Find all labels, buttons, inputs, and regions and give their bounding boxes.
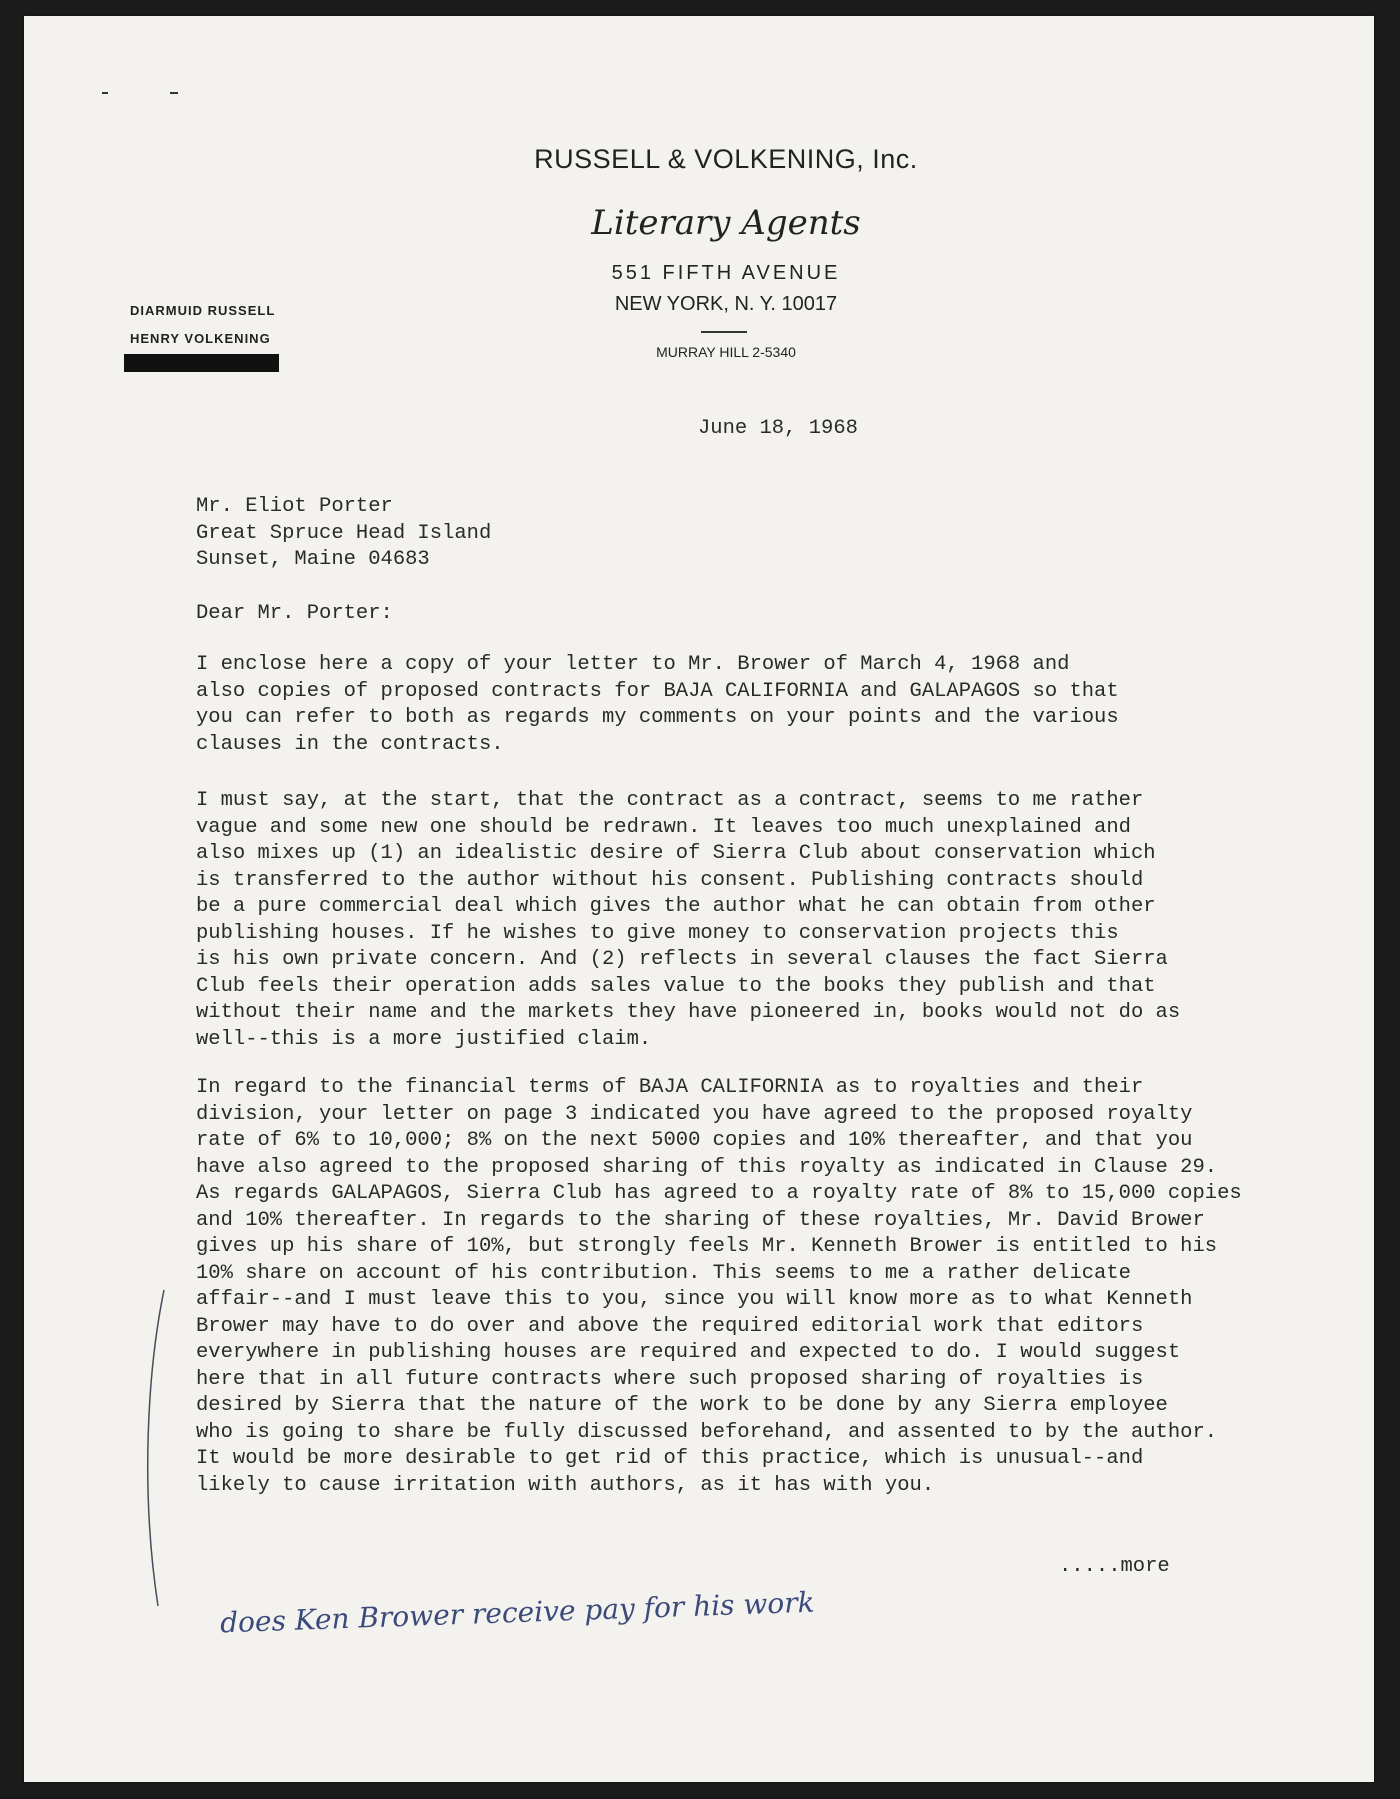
body-paragraph: I must say, at the start, that the contract as a contract, seems to me rather vague and some new one should be redrawn. It leaves too much unexplained and also mixes up (1) an idealistic desire of Sierra Club about conservation which is transferred to the author without his consent. Publishing contracts should be a pure commercial deal which gives the author what he can obtain from other publishing houses. If he wishes to give money to conservation projects this is his own private concern. And (2) reflects in several clauses the fact Sierra Club feels their operation adds sales value to the books they publish and that without their name and the markets they have pioneered in, books would not do as well--this is a more justified claim. bbox=[196, 789, 1181, 1051]
handwritten-note: does Ken Brower receive pay for his work bbox=[219, 1585, 816, 1640]
body-paragraph: In regard to the financial terms of BAJA CALIFORNIA as to royalties and their division, your letter on page 3 indicated you have agreed to the proposed royalty rate of 6% to 10,000; 8% on the next 5000 copies and 10% thereafter, and that you have also agreed to the proposed sharing of this royalty as indicated in Clause 29. As regards GALAPAGOS, Sierra Club has agreed to a royalty rate of 8% to 15,000 copies and 10% thereafter. In regards to the sharing of these royalties, Mr. David Brower gives up his share of 10%, but strongly feels Mr. Kenneth Brower is entitled to his 10% share on account of his contribution. This seems to me a rather delicate affair--and I must leave this to you, since you will know more as to what Kenneth Brower may have to do over and above the required editorial work that editors everywhere in publishing houses are required and expected to do. I would suggest here that in all future contracts where such proposed sharing of royalties is desired by Sierra that the nature of the work to be done by any Sierra employee who is going to share be fully discussed beforehand, and assented to by the author. It would be more desirable to get rid of this practice, which is unusual--and likely to cause irritation with authors, as it has with you. bbox=[196, 1076, 1242, 1497]
letter-page bbox=[24, 16, 1374, 1782]
redaction-bar bbox=[124, 354, 279, 372]
letterhead-divider bbox=[701, 331, 747, 333]
recipient-address: Mr. Eliot Porter Great Spruce Head Island Sunset, Maine 04683 bbox=[196, 495, 492, 571]
letterhead-address-line1: 551 FIFTH AVENUE bbox=[611, 262, 841, 284]
continuation-marker: .....more bbox=[1059, 1555, 1170, 1578]
letterhead-firm-name: RUSSELL & VOLKENING, Inc. bbox=[534, 144, 918, 174]
handwritten-margin-line bbox=[134, 1288, 174, 1608]
letterhead-address-line2: NEW YORK, N. Y. 10017 bbox=[614, 293, 838, 315]
partner-name: HENRY VOLKENING bbox=[130, 331, 271, 346]
margin-mark bbox=[102, 92, 108, 94]
salutation: Dear Mr. Porter: bbox=[196, 602, 393, 625]
margin-mark bbox=[170, 92, 178, 94]
body-paragraph: I enclose here a copy of your letter to Mr. Brower of March 4, 1968 and also copies of proposed contracts for BAJA CALIFORNIA and GALAPAGOS so that you can refer to both as regards my comments on your points and the various clauses in the contracts. bbox=[196, 653, 1119, 756]
letter-date: June 18, 1968 bbox=[698, 417, 858, 440]
letterhead-phone: MURRAY HILL 2-5340 bbox=[656, 344, 796, 360]
partner-name: DIARMUID RUSSELL bbox=[130, 303, 276, 318]
letterhead-tagline: Literary Agents bbox=[591, 203, 861, 243]
